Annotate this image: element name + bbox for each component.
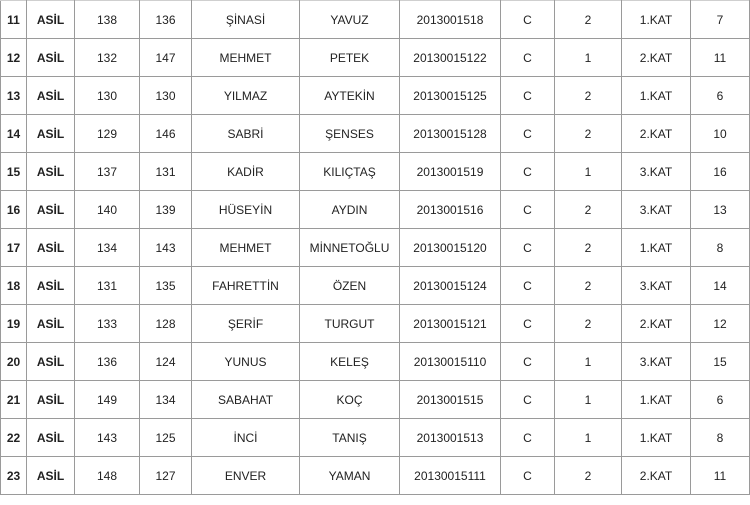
score-b-cell: 143 [140, 229, 192, 267]
status-cell: ASİL [27, 343, 75, 381]
row-number: 11 [1, 1, 27, 39]
count-cell: 1 [555, 343, 622, 381]
floor-cell: 3.KAT [622, 153, 691, 191]
table-body [1, 1, 750, 495]
category-cell: C [501, 39, 555, 77]
last-name-cell: ÖZEN [300, 267, 400, 305]
row-number: 14 [1, 115, 27, 153]
id-number-cell: 2013001516 [400, 191, 501, 229]
floor-cell: 1.KAT [622, 381, 691, 419]
score-a-cell: 136 [75, 343, 140, 381]
category-cell: C [501, 419, 555, 457]
last-name-cell: KILIÇTAŞ [300, 153, 400, 191]
status-cell: ASİL [27, 153, 75, 191]
floor-cell: 2.KAT [622, 457, 691, 495]
score-b-cell: 124 [140, 343, 192, 381]
count-cell: 2 [555, 457, 622, 495]
category-cell: C [501, 191, 555, 229]
floor-cell: 1.KAT [622, 419, 691, 457]
score-b-cell: 139 [140, 191, 192, 229]
id-number-cell: 20130015124 [400, 267, 501, 305]
category-cell: C [501, 153, 555, 191]
status-cell: ASİL [27, 1, 75, 39]
score-a-cell: 129 [75, 115, 140, 153]
status-cell: ASİL [27, 229, 75, 267]
room-cell: 12 [691, 305, 750, 343]
score-b-cell: 128 [140, 305, 192, 343]
room-cell: 8 [691, 419, 750, 457]
table-row [1, 191, 750, 229]
room-cell: 8 [691, 229, 750, 267]
category-cell: C [501, 457, 555, 495]
last-name-cell: KELEŞ [300, 343, 400, 381]
first-name-cell: İNCİ [192, 419, 300, 457]
room-cell: 13 [691, 191, 750, 229]
last-name-cell: YAVUZ [300, 1, 400, 39]
table-row [1, 267, 750, 305]
score-b-cell: 125 [140, 419, 192, 457]
category-cell: C [501, 77, 555, 115]
room-cell: 14 [691, 267, 750, 305]
table-row [1, 153, 750, 191]
table-row [1, 115, 750, 153]
first-name-cell: HÜSEYİN [192, 191, 300, 229]
table-row [1, 381, 750, 419]
last-name-cell: PETEK [300, 39, 400, 77]
count-cell: 2 [555, 191, 622, 229]
id-number-cell: 20130015121 [400, 305, 501, 343]
score-b-cell: 127 [140, 457, 192, 495]
row-number: 15 [1, 153, 27, 191]
count-cell: 1 [555, 39, 622, 77]
table-row [1, 305, 750, 343]
first-name-cell: ŞİNASİ [192, 1, 300, 39]
score-a-cell: 143 [75, 419, 140, 457]
floor-cell: 2.KAT [622, 115, 691, 153]
floor-cell: 2.KAT [622, 305, 691, 343]
row-number: 20 [1, 343, 27, 381]
count-cell: 1 [555, 153, 622, 191]
last-name-cell: ŞENSES [300, 115, 400, 153]
first-name-cell: YUNUS [192, 343, 300, 381]
first-name-cell: MEHMET [192, 229, 300, 267]
status-cell: ASİL [27, 39, 75, 77]
room-cell: 11 [691, 39, 750, 77]
first-name-cell: YILMAZ [192, 77, 300, 115]
row-number: 22 [1, 419, 27, 457]
score-a-cell: 148 [75, 457, 140, 495]
count-cell: 1 [555, 381, 622, 419]
floor-cell: 3.KAT [622, 191, 691, 229]
id-number-cell: 2013001518 [400, 1, 501, 39]
table-row [1, 39, 750, 77]
floor-cell: 1.KAT [622, 229, 691, 267]
room-cell: 11 [691, 457, 750, 495]
score-a-cell: 134 [75, 229, 140, 267]
row-number: 19 [1, 305, 27, 343]
status-cell: ASİL [27, 419, 75, 457]
id-number-cell: 20130015128 [400, 115, 501, 153]
category-cell: C [501, 381, 555, 419]
last-name-cell: AYDIN [300, 191, 400, 229]
category-cell: C [501, 115, 555, 153]
status-cell: ASİL [27, 381, 75, 419]
score-a-cell: 137 [75, 153, 140, 191]
score-b-cell: 147 [140, 39, 192, 77]
table-row [1, 419, 750, 457]
floor-cell: 2.KAT [622, 39, 691, 77]
first-name-cell: SABAHAT [192, 381, 300, 419]
room-cell: 6 [691, 381, 750, 419]
score-a-cell: 133 [75, 305, 140, 343]
last-name-cell: AYTEKİN [300, 77, 400, 115]
id-number-cell: 20130015125 [400, 77, 501, 115]
room-cell: 16 [691, 153, 750, 191]
status-cell: ASİL [27, 457, 75, 495]
score-b-cell: 136 [140, 1, 192, 39]
floor-cell: 1.KAT [622, 77, 691, 115]
count-cell: 2 [555, 1, 622, 39]
row-number: 13 [1, 77, 27, 115]
row-number: 12 [1, 39, 27, 77]
id-number-cell: 2013001515 [400, 381, 501, 419]
count-cell: 1 [555, 419, 622, 457]
row-number: 18 [1, 267, 27, 305]
status-cell: ASİL [27, 305, 75, 343]
count-cell: 2 [555, 267, 622, 305]
id-number-cell: 20130015122 [400, 39, 501, 77]
category-cell: C [501, 343, 555, 381]
room-cell: 10 [691, 115, 750, 153]
room-cell: 15 [691, 343, 750, 381]
first-name-cell: MEHMET [192, 39, 300, 77]
category-cell: C [501, 1, 555, 39]
id-number-cell: 2013001519 [400, 153, 501, 191]
floor-cell: 3.KAT [622, 267, 691, 305]
score-b-cell: 146 [140, 115, 192, 153]
floor-cell: 3.KAT [622, 343, 691, 381]
score-a-cell: 130 [75, 77, 140, 115]
status-cell: ASİL [27, 267, 75, 305]
score-a-cell: 132 [75, 39, 140, 77]
score-a-cell: 140 [75, 191, 140, 229]
first-name-cell: ŞERİF [192, 305, 300, 343]
id-number-cell: 20130015120 [400, 229, 501, 267]
table-row [1, 1, 750, 39]
first-name-cell: FAHRETTİN [192, 267, 300, 305]
category-cell: C [501, 267, 555, 305]
score-a-cell: 131 [75, 267, 140, 305]
id-number-cell: 20130015111 [400, 457, 501, 495]
row-number: 17 [1, 229, 27, 267]
score-a-cell: 138 [75, 1, 140, 39]
category-cell: C [501, 305, 555, 343]
room-cell: 6 [691, 77, 750, 115]
table-row [1, 343, 750, 381]
row-number: 16 [1, 191, 27, 229]
count-cell: 2 [555, 77, 622, 115]
last-name-cell: MİNNETOĞLU [300, 229, 400, 267]
last-name-cell: TURGUT [300, 305, 400, 343]
table-row [1, 77, 750, 115]
status-cell: ASİL [27, 77, 75, 115]
last-name-cell: KOÇ [300, 381, 400, 419]
table-row [1, 457, 750, 495]
table-row [1, 229, 750, 267]
id-number-cell: 2013001513 [400, 419, 501, 457]
room-cell: 7 [691, 1, 750, 39]
score-b-cell: 134 [140, 381, 192, 419]
status-cell: ASİL [27, 191, 75, 229]
score-b-cell: 131 [140, 153, 192, 191]
score-a-cell: 149 [75, 381, 140, 419]
first-name-cell: ENVER [192, 457, 300, 495]
row-number: 21 [1, 381, 27, 419]
category-cell: C [501, 229, 555, 267]
floor-cell: 1.KAT [622, 1, 691, 39]
last-name-cell: YAMAN [300, 457, 400, 495]
last-name-cell: TANIŞ [300, 419, 400, 457]
first-name-cell: KADİR [192, 153, 300, 191]
id-number-cell: 20130015110 [400, 343, 501, 381]
count-cell: 2 [555, 115, 622, 153]
status-cell: ASİL [27, 115, 75, 153]
score-b-cell: 130 [140, 77, 192, 115]
count-cell: 2 [555, 305, 622, 343]
first-name-cell: SABRİ [192, 115, 300, 153]
row-number: 23 [1, 457, 27, 495]
score-b-cell: 135 [140, 267, 192, 305]
count-cell: 2 [555, 229, 622, 267]
